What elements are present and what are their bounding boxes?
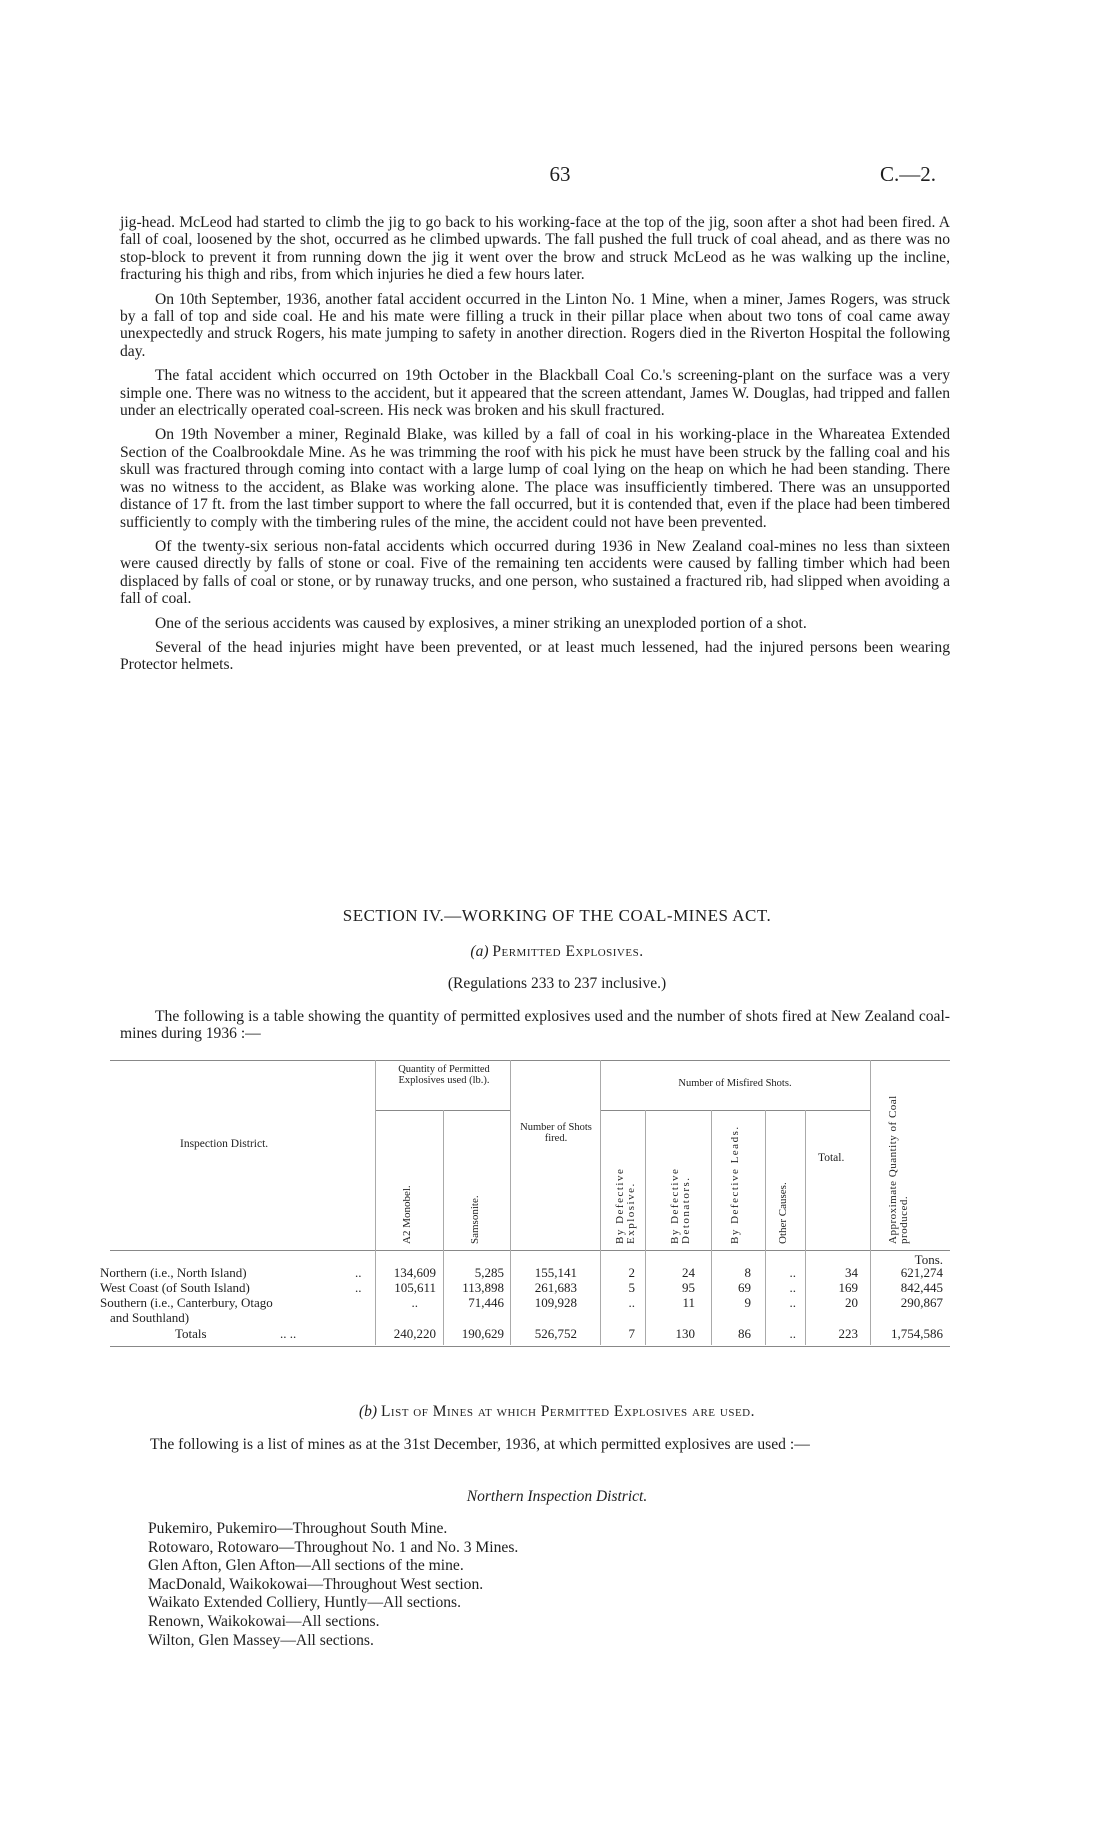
regulations-note: (Regulations 233 to 237 inclusive.) bbox=[447, 975, 667, 992]
table-rule-misfired bbox=[600, 1110, 870, 1111]
header-shots-fired: Number of Shots fired. bbox=[520, 1122, 592, 1144]
list-item: Glen Afton, Glen Afton—All sections of the mine. bbox=[148, 1557, 464, 1575]
table-rule-header bbox=[110, 1250, 950, 1251]
header-coal-produced: Approximate Quantity of Coal produced. bbox=[887, 1095, 910, 1244]
paragraph: One of the serious accidents was caused by explosives, a miner striking an unexploded portion of a shot. bbox=[155, 614, 807, 632]
subsection-b-title: List of Mines at which Permitted Explosives are used. bbox=[380, 1403, 755, 1420]
paragraph: Several of the head injuries might have been prevented, or at least much lessened, had the injured persons been wearing Protector helmets. bbox=[120, 638, 950, 674]
def-leads-value: 9 bbox=[744, 1295, 751, 1310]
table-intro-text: The following is a table showing the quantity of permitted explosives used and the number of shots fired at New Zealand coal-mines during 1936 :— bbox=[120, 1008, 950, 1043]
other-causes-value: .. bbox=[789, 1295, 796, 1310]
row-leader: .. bbox=[355, 1280, 362, 1295]
section-title: SECTION IV.—WORKING OF THE COAL-MINES ACT. bbox=[342, 906, 772, 925]
district-heading: Northern Inspection District. bbox=[466, 1488, 648, 1505]
document-code: C.—2. bbox=[880, 162, 937, 186]
header-other-causes: Other Causes. bbox=[777, 1182, 789, 1244]
header-defective-detonators: By Defective Detonators. bbox=[669, 1167, 692, 1244]
paragraph: Of the twenty-six serious non-fatal accidents which occurred during 1936 in New Zealand coal-mines no less than sixteen were caused directly by falls of stone or coal. Five of the remaining ten accidents were caused by falling timber which had been displaced by falls of coal or stone, or by runaway trucks, and one person, who sustained a fractured rib, had slipped when avoiding a fall of coal. bbox=[120, 537, 950, 608]
def-detonators-value: 24 bbox=[682, 1265, 695, 1280]
total-value: 34 bbox=[845, 1265, 858, 1280]
table-rule-bottom bbox=[110, 1346, 950, 1347]
monobel-total: 240,220 bbox=[393, 1326, 436, 1341]
other-causes-value: .. bbox=[789, 1280, 796, 1295]
def-detonators-value: 11 bbox=[682, 1295, 695, 1310]
samsonite-value: 71,446 bbox=[468, 1295, 504, 1310]
explosives-table bbox=[100, 1060, 950, 1352]
def-detonators-total: 130 bbox=[675, 1326, 695, 1341]
paragraph: jig-head. McLeod had started to climb the jig to go back to his working-face at the top of the jig, soon after a shot had been fired. A fall of coal, loosened by the shot, occurred as he climbed upwards. The fall pushed the full truck of coal ahead, and as there was no stop-block to prevent it from running down the jig it went over the brow and struck McLeod as he was walking up the incline, fracturing his thigh and ribs, from which injuries he died a few hours later. bbox=[120, 214, 950, 284]
header-inspection-district: Inspection District. bbox=[180, 1138, 269, 1150]
list-item: Wilton, Glen Massey—All sections. bbox=[148, 1631, 374, 1649]
row-leader: .. .. bbox=[280, 1326, 297, 1341]
list-item: Pukemiro, Pukemiro—Throughout South Mine. bbox=[148, 1520, 448, 1537]
total-value: 20 bbox=[845, 1295, 858, 1310]
samsonite-value: 113,898 bbox=[462, 1280, 504, 1295]
paragraph: On 10th September, 1936, another fatal accident occurred in the Linton No. 1 Mine, when a miner, James Rogers, was struck by a fall of top and side coal. He and his mate were filling a truck in their pillar place when about two tons of coal came away unexpectedly and struck Rogers, his mate jumping to safety in another direction. Rogers died in the Riverton Hospital the following day. bbox=[120, 290, 950, 360]
table-intro bbox=[120, 1008, 950, 1043]
total-total: 223 bbox=[838, 1326, 858, 1341]
table-rule-top bbox=[110, 1060, 950, 1061]
total-value: 169 bbox=[838, 1280, 858, 1295]
def-explosive-total: 7 bbox=[628, 1326, 635, 1341]
list-item: Renown, Waikokowai—All sections. bbox=[148, 1612, 380, 1630]
monobel-value: .. bbox=[411, 1295, 418, 1310]
other-causes-total: .. bbox=[789, 1326, 796, 1341]
def-explosive-value: 5 bbox=[628, 1280, 635, 1295]
other-causes-value: .. bbox=[789, 1265, 796, 1280]
unit-tons: Tons. bbox=[914, 1252, 943, 1267]
header-monobel: A2 Monobel. bbox=[401, 1185, 413, 1244]
table-col-rule bbox=[805, 1110, 806, 1345]
def-explosive-value: 2 bbox=[628, 1265, 635, 1280]
table-col-rule bbox=[645, 1110, 646, 1345]
samsonite-value: 5,285 bbox=[474, 1265, 504, 1280]
table-col-rule bbox=[443, 1110, 444, 1345]
header-total: Total. bbox=[818, 1152, 845, 1164]
paragraph: On 19th November a miner, Reginald Blake, was killed by a fall of coal in his working-place in the Whareatea Extended Section of the Coalbrookdale Mine. As he was trimming the roof with his pick he must have been struck by the falling coal and his skull was fractured through coming into contact with a large lump of coal lying on the heap on which he had been standing. There was no witness to the accident, as Blake was working alone. The place was insufficiently timbered. There was an unsupported distance of 17 ft. from the last timber support to where the fall occurred, but it is contended that, even if the place had been timbered sufficiently to comply with the timbering rules of the mine, the accident could not have been prevented. bbox=[120, 426, 950, 531]
district-name: Northern (i.e., North Island) bbox=[100, 1265, 247, 1280]
district-name: Southern (i.e., Canterbury, Otago bbox=[100, 1295, 273, 1310]
table-col-rule bbox=[711, 1110, 712, 1345]
subsection-b-heading bbox=[0, 1403, 1114, 1421]
header-defective-leads: By Defective Leads. bbox=[729, 1125, 741, 1244]
list-intro bbox=[100, 1436, 950, 1453]
shots-value: 155,141 bbox=[534, 1265, 577, 1280]
def-leads-value: 8 bbox=[744, 1265, 751, 1280]
header-defective-explosive: By Defective Explosive. bbox=[614, 1167, 637, 1244]
samsonite-total: 190,629 bbox=[461, 1326, 504, 1341]
table-col-rule bbox=[765, 1110, 766, 1345]
shots-value: 261,683 bbox=[534, 1280, 577, 1295]
header-misfired: Number of Misfired Shots. bbox=[678, 1078, 792, 1089]
def-leads-value: 69 bbox=[738, 1280, 751, 1295]
row-leader: .. bbox=[355, 1265, 362, 1280]
table-col-rule bbox=[600, 1060, 601, 1345]
subsection-b-prefix: (b) bbox=[359, 1403, 378, 1420]
monobel-value: 105,611 bbox=[394, 1280, 436, 1295]
paragraph: The fatal accident which occurred on 19th October in the Blackball Coal Co.'s screening-plant on the surface was a very simple one. There was no witness to the accident, but it appeared that the screen attendant, James W. Douglas, had tripped and fallen under an electrically operated coal-screen. His neck was broken and his skull fractured. bbox=[120, 367, 950, 420]
shots-value: 109,928 bbox=[534, 1295, 577, 1310]
def-explosive-value: .. bbox=[628, 1295, 635, 1310]
mine-list bbox=[148, 1520, 518, 1650]
header-samsonite: Samsonite. bbox=[469, 1195, 481, 1244]
list-item: Rotowaro, Rotowaro—Throughout No. 1 and No. 3 Mines. bbox=[148, 1538, 519, 1556]
subsection-a-prefix: (a) bbox=[470, 943, 489, 960]
totals-label: Totals bbox=[175, 1326, 207, 1341]
coal-value: 290,867 bbox=[900, 1295, 943, 1310]
table-col-rule bbox=[870, 1060, 871, 1345]
page-number: 63 bbox=[549, 162, 571, 186]
subsection-a-title: Permitted Explosives. bbox=[492, 943, 644, 960]
table-col-rule bbox=[510, 1060, 511, 1345]
list-intro-text: The following is a list of mines as at the 31st December, 1936, at which permitted explosives are used :— bbox=[150, 1436, 810, 1453]
table-row bbox=[100, 1295, 273, 1325]
header-quantity: Quantity of Permitted Explosives used (lb.). bbox=[398, 1064, 490, 1086]
table-row bbox=[100, 1280, 250, 1296]
table-col-rule bbox=[375, 1060, 376, 1345]
coal-value: 842,445 bbox=[900, 1280, 943, 1295]
list-item: MacDonald, Waikokowai—Throughout West section. bbox=[148, 1575, 484, 1593]
shots-total: 526,752 bbox=[534, 1326, 577, 1341]
monobel-value: 134,609 bbox=[393, 1265, 436, 1280]
body-text bbox=[120, 214, 950, 681]
table-row bbox=[100, 1265, 247, 1281]
def-leads-total: 86 bbox=[738, 1326, 751, 1341]
coal-value: 621,274 bbox=[900, 1265, 943, 1280]
def-detonators-value: 95 bbox=[682, 1280, 695, 1295]
list-item: Waikato Extended Colliery, Huntly—All sections. bbox=[148, 1594, 462, 1612]
district-name: West Coast (of South Island) bbox=[100, 1280, 250, 1295]
coal-total: 1,754,586 bbox=[891, 1326, 943, 1341]
district-name-continued: and Southland) bbox=[110, 1310, 190, 1325]
subsection-a-heading bbox=[0, 943, 1114, 961]
